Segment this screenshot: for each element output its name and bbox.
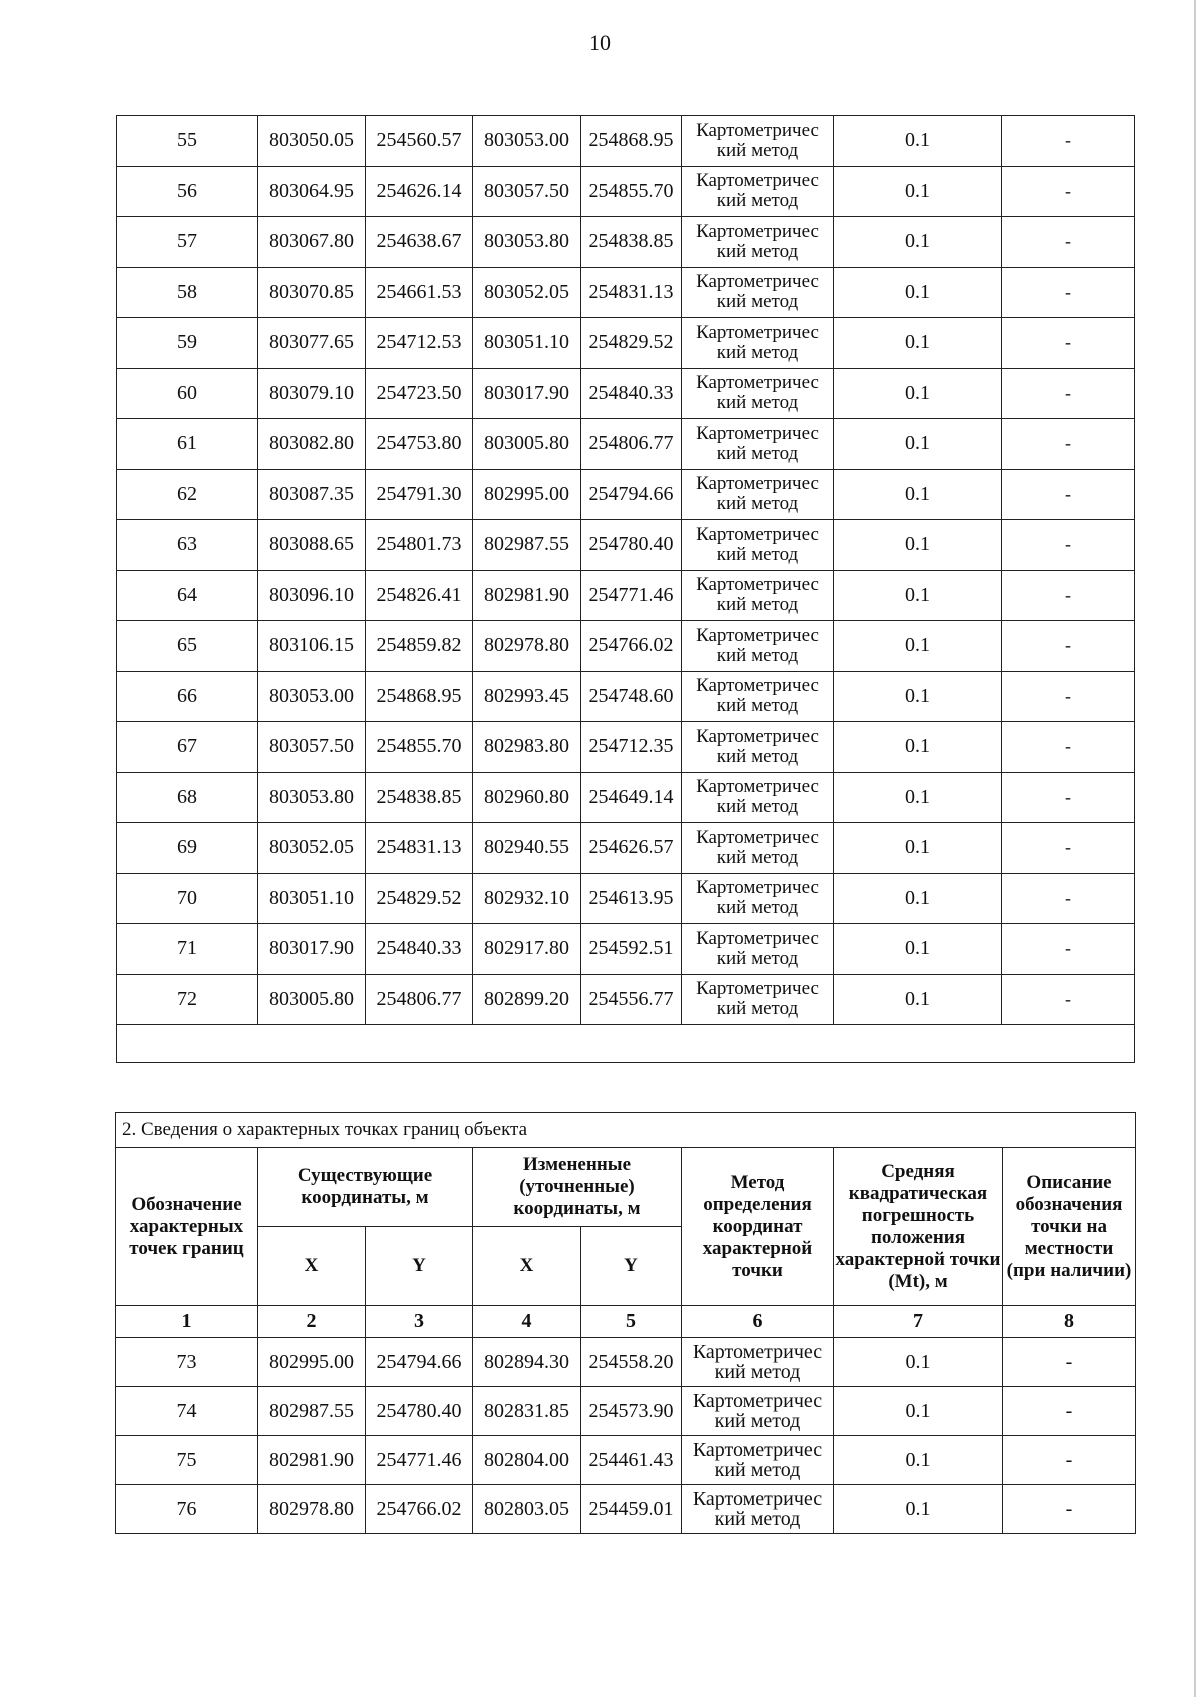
table-row (117, 318, 1135, 369)
boundary-points-table (115, 1112, 1136, 1534)
cell-method: Картометричес кий метод (682, 924, 834, 975)
cell-x-changed: 803017.90 (473, 368, 581, 419)
cell-x-existing: 802981.90 (258, 1436, 366, 1485)
cell-point-id: 68 (117, 772, 258, 823)
cell-method: Картометричес кий метод (682, 974, 834, 1025)
cell-y-existing: 254723.50 (366, 368, 473, 419)
page-number: 10 (589, 30, 611, 55)
cell-description: - (1002, 368, 1135, 419)
cell-error-mt: 0.1 (834, 116, 1002, 167)
cell-y-existing: 254661.53 (366, 267, 473, 318)
cell-point-id: 55 (117, 116, 258, 167)
cell-point-id: 75 (116, 1436, 258, 1485)
cell-method: Картометричес кий метод (682, 621, 834, 672)
cell-description: - (1002, 621, 1135, 672)
table-row (117, 419, 1135, 470)
cell-x-changed: 802987.55 (473, 520, 581, 571)
table-row (117, 570, 1135, 621)
cell-method: Картометричес кий метод (682, 1387, 834, 1436)
cell-x-changed: 803005.80 (473, 419, 581, 470)
cell-x-existing: 803079.10 (258, 368, 366, 419)
cell-description: - (1002, 267, 1135, 318)
table-row (116, 1436, 1136, 1485)
column-number: 3 (366, 1306, 473, 1338)
cell-x-existing: 803088.65 (258, 520, 366, 571)
table-row (117, 166, 1135, 217)
table-row (117, 772, 1135, 823)
cell-point-id: 56 (117, 166, 258, 217)
cell-description: - (1002, 419, 1135, 470)
cell-error-mt: 0.1 (834, 1436, 1003, 1485)
table-row (117, 722, 1135, 773)
header-existing-coords: Существующие координаты, м (258, 1148, 473, 1227)
cell-description: - (1002, 671, 1135, 722)
cell-y-changed: 254806.77 (581, 419, 682, 470)
cell-x-existing: 803087.35 (258, 469, 366, 520)
cell-y-existing: 254829.52 (366, 873, 473, 924)
cell-x-changed: 802831.85 (473, 1387, 581, 1436)
cell-x-changed: 802993.45 (473, 671, 581, 722)
cell-x-existing: 803064.95 (258, 166, 366, 217)
cell-method: Картометричес кий метод (682, 873, 834, 924)
boundary-points-table-continued (116, 115, 1135, 1063)
table-row (117, 823, 1135, 874)
cell-error-mt: 0.1 (834, 1338, 1003, 1387)
cell-point-id: 57 (117, 217, 258, 268)
cell-description: - (1003, 1338, 1136, 1387)
cell-error-mt: 0.1 (834, 772, 1002, 823)
cell-x-existing: 802987.55 (258, 1387, 366, 1436)
cell-point-id: 62 (117, 469, 258, 520)
table-row (116, 1387, 1136, 1436)
cell-error-mt: 0.1 (834, 974, 1002, 1025)
cell-x-changed: 802894.30 (473, 1338, 581, 1387)
cell-x-existing: 803053.00 (258, 671, 366, 722)
cell-method: Картометричес кий метод (682, 520, 834, 571)
column-number: 1 (116, 1306, 258, 1338)
table-row (117, 217, 1135, 268)
cell-point-id: 63 (117, 520, 258, 571)
header-description: Описание обозначения точки на местности (при наличии) (1003, 1148, 1136, 1306)
cell-error-mt: 0.1 (834, 1387, 1003, 1436)
cell-x-existing: 803051.10 (258, 873, 366, 924)
cell-x-changed: 802978.80 (473, 621, 581, 672)
cell-method: Картометричес кий метод (682, 1485, 834, 1534)
cell-x-changed: 803053.80 (473, 217, 581, 268)
cell-x-existing: 802978.80 (258, 1485, 366, 1534)
cell-x-changed: 803057.50 (473, 166, 581, 217)
cell-point-id: 58 (117, 267, 258, 318)
cell-point-id: 74 (116, 1387, 258, 1436)
cell-y-existing: 254859.82 (366, 621, 473, 672)
cell-x-existing: 803106.15 (258, 621, 366, 672)
empty-cell (117, 1025, 1135, 1063)
cell-method: Картометричес кий метод (682, 570, 834, 621)
cell-y-changed: 254573.90 (581, 1387, 682, 1436)
cell-description: - (1002, 217, 1135, 268)
cell-x-changed: 802899.20 (473, 974, 581, 1025)
table-row (117, 974, 1135, 1025)
cell-point-id: 66 (117, 671, 258, 722)
cell-description: - (1003, 1485, 1136, 1534)
cell-x-changed: 802960.80 (473, 772, 581, 823)
cell-method: Картометричес кий метод (682, 166, 834, 217)
cell-y-existing: 254780.40 (366, 1387, 473, 1436)
cell-y-existing: 254868.95 (366, 671, 473, 722)
cell-description: - (1002, 318, 1135, 369)
cell-y-existing: 254840.33 (366, 924, 473, 975)
cell-y-changed: 254626.57 (581, 823, 682, 874)
table-row (117, 924, 1135, 975)
cell-x-existing: 803017.90 (258, 924, 366, 975)
cell-x-changed: 802995.00 (473, 469, 581, 520)
cell-point-id: 76 (116, 1485, 258, 1534)
cell-x-changed: 802803.05 (473, 1485, 581, 1534)
column-number: 5 (581, 1306, 682, 1338)
cell-error-mt: 0.1 (834, 166, 1002, 217)
cell-x-existing: 803052.05 (258, 823, 366, 874)
cell-point-id: 59 (117, 318, 258, 369)
column-numbers-row (116, 1306, 1136, 1338)
cell-x-changed: 803051.10 (473, 318, 581, 369)
cell-y-existing: 254753.80 (366, 419, 473, 470)
cell-y-existing: 254794.66 (366, 1338, 473, 1387)
cell-x-existing: 803005.80 (258, 974, 366, 1025)
cell-y-changed: 254712.35 (581, 722, 682, 773)
cell-description: - (1002, 570, 1135, 621)
cell-description: - (1002, 520, 1135, 571)
column-number: 8 (1003, 1306, 1136, 1338)
cell-error-mt: 0.1 (834, 318, 1002, 369)
cell-description: - (1002, 823, 1135, 874)
cell-error-mt: 0.1 (834, 217, 1002, 268)
cell-y-changed: 254780.40 (581, 520, 682, 571)
header-x-changed: X (473, 1227, 581, 1306)
table-row (117, 873, 1135, 924)
empty-row (117, 1025, 1135, 1063)
table-row (117, 621, 1135, 672)
cell-x-existing: 803070.85 (258, 267, 366, 318)
cell-error-mt: 0.1 (834, 873, 1002, 924)
cell-method: Картометричес кий метод (682, 217, 834, 268)
cell-y-changed: 254868.95 (581, 116, 682, 167)
cell-y-changed: 254461.43 (581, 1436, 682, 1485)
cell-y-changed: 254771.46 (581, 570, 682, 621)
table-row (116, 1485, 1136, 1534)
cell-method: Картометричес кий метод (682, 419, 834, 470)
cell-point-id: 65 (117, 621, 258, 672)
cell-method: Картометричес кий метод (682, 671, 834, 722)
cell-y-existing: 254801.73 (366, 520, 473, 571)
cell-error-mt: 0.1 (834, 823, 1002, 874)
cell-y-existing: 254791.30 (366, 469, 473, 520)
cell-method: Картометричес кий метод (682, 1338, 834, 1387)
header-y-existing: Y (366, 1227, 473, 1306)
cell-method: Картометричес кий метод (682, 116, 834, 167)
cell-y-existing: 254766.02 (366, 1485, 473, 1534)
cell-y-changed: 254794.66 (581, 469, 682, 520)
header-method: Метод определения координат характерной точки (682, 1148, 834, 1306)
cell-description: - (1002, 772, 1135, 823)
cell-x-changed: 802932.10 (473, 873, 581, 924)
cell-description: - (1002, 166, 1135, 217)
cell-y-existing: 254806.77 (366, 974, 473, 1025)
header-designation: Обозначение характерных точек границ (116, 1148, 258, 1306)
cell-x-changed: 802940.55 (473, 823, 581, 874)
cell-x-existing: 802995.00 (258, 1338, 366, 1387)
cell-x-existing: 803077.65 (258, 318, 366, 369)
cell-method: Картометричес кий метод (682, 368, 834, 419)
cell-x-existing: 803053.80 (258, 772, 366, 823)
page-edge (1194, 0, 1196, 1697)
cell-point-id: 72 (117, 974, 258, 1025)
cell-error-mt: 0.1 (834, 520, 1002, 571)
cell-x-changed: 803053.00 (473, 116, 581, 167)
table-row (117, 368, 1135, 419)
cell-error-mt: 0.1 (834, 671, 1002, 722)
cell-description: - (1003, 1436, 1136, 1485)
cell-y-changed: 254831.13 (581, 267, 682, 318)
cell-y-existing: 254560.57 (366, 116, 473, 167)
table-row (117, 520, 1135, 571)
cell-method: Картометричес кий метод (682, 772, 834, 823)
table-row (117, 116, 1135, 167)
header-error: Средняя квадратическая погрешность положения характерной точки (Mt), м (834, 1148, 1003, 1306)
cell-x-existing: 803082.80 (258, 419, 366, 470)
table-row (117, 671, 1135, 722)
header-x-existing: X (258, 1227, 366, 1306)
cell-y-changed: 254592.51 (581, 924, 682, 975)
table2-body (116, 1113, 1136, 1534)
cell-y-changed: 254766.02 (581, 621, 682, 672)
cell-y-existing: 254826.41 (366, 570, 473, 621)
cell-description: - (1002, 722, 1135, 773)
cell-method: Картометричес кий метод (682, 1436, 834, 1485)
table-row (117, 469, 1135, 520)
cell-error-mt: 0.1 (834, 621, 1002, 672)
cell-error-mt: 0.1 (834, 469, 1002, 520)
table1-body (117, 116, 1135, 1063)
cell-y-changed: 254459.01 (581, 1485, 682, 1534)
cell-y-changed: 254840.33 (581, 368, 682, 419)
cell-method: Картометричес кий метод (682, 823, 834, 874)
table-row (116, 1338, 1136, 1387)
cell-x-changed: 802981.90 (473, 570, 581, 621)
header-changed-coords: Измененные (уточненные) координаты, м (473, 1148, 682, 1227)
cell-point-id: 69 (117, 823, 258, 874)
cell-x-changed: 802804.00 (473, 1436, 581, 1485)
cell-method: Картометричес кий метод (682, 469, 834, 520)
cell-point-id: 70 (117, 873, 258, 924)
cell-x-existing: 803067.80 (258, 217, 366, 268)
cell-x-existing: 803050.05 (258, 116, 366, 167)
cell-x-existing: 803096.10 (258, 570, 366, 621)
cell-y-existing: 254831.13 (366, 823, 473, 874)
cell-error-mt: 0.1 (834, 419, 1002, 470)
header-y-changed: Y (581, 1227, 682, 1306)
cell-y-changed: 254558.20 (581, 1338, 682, 1387)
cell-point-id: 60 (117, 368, 258, 419)
cell-error-mt: 0.1 (834, 1485, 1003, 1534)
cell-error-mt: 0.1 (834, 924, 1002, 975)
cell-description: - (1002, 873, 1135, 924)
cell-description: - (1002, 116, 1135, 167)
cell-y-changed: 254838.85 (581, 217, 682, 268)
table-caption: 2. Сведения о характерных точках границ объекта (116, 1113, 1136, 1148)
column-number: 4 (473, 1306, 581, 1338)
cell-point-id: 67 (117, 722, 258, 773)
cell-point-id: 64 (117, 570, 258, 621)
cell-error-mt: 0.1 (834, 267, 1002, 318)
cell-y-changed: 254556.77 (581, 974, 682, 1025)
cell-description: - (1002, 974, 1135, 1025)
cell-y-existing: 254626.14 (366, 166, 473, 217)
cell-y-changed: 254613.95 (581, 873, 682, 924)
cell-description: - (1002, 924, 1135, 975)
cell-point-id: 61 (117, 419, 258, 470)
cell-y-changed: 254748.60 (581, 671, 682, 722)
cell-y-existing: 254838.85 (366, 772, 473, 823)
cell-point-id: 73 (116, 1338, 258, 1387)
cell-y-existing: 254771.46 (366, 1436, 473, 1485)
cell-y-changed: 254649.14 (581, 772, 682, 823)
cell-x-changed: 802983.80 (473, 722, 581, 773)
cell-y-existing: 254638.67 (366, 217, 473, 268)
cell-y-existing: 254855.70 (366, 722, 473, 773)
cell-x-changed: 802917.80 (473, 924, 581, 975)
column-number: 6 (682, 1306, 834, 1338)
cell-y-changed: 254829.52 (581, 318, 682, 369)
cell-method: Картометричес кий метод (682, 318, 834, 369)
cell-y-changed: 254855.70 (581, 166, 682, 217)
cell-x-changed: 803052.05 (473, 267, 581, 318)
cell-method: Картометричес кий метод (682, 267, 834, 318)
table-row (117, 267, 1135, 318)
cell-error-mt: 0.1 (834, 722, 1002, 773)
cell-description: - (1002, 469, 1135, 520)
column-number: 2 (258, 1306, 366, 1338)
cell-point-id: 71 (117, 924, 258, 975)
cell-x-existing: 803057.50 (258, 722, 366, 773)
cell-y-existing: 254712.53 (366, 318, 473, 369)
cell-error-mt: 0.1 (834, 570, 1002, 621)
cell-error-mt: 0.1 (834, 368, 1002, 419)
cell-method: Картометричес кий метод (682, 722, 834, 773)
cell-description: - (1003, 1387, 1136, 1436)
column-number: 7 (834, 1306, 1003, 1338)
